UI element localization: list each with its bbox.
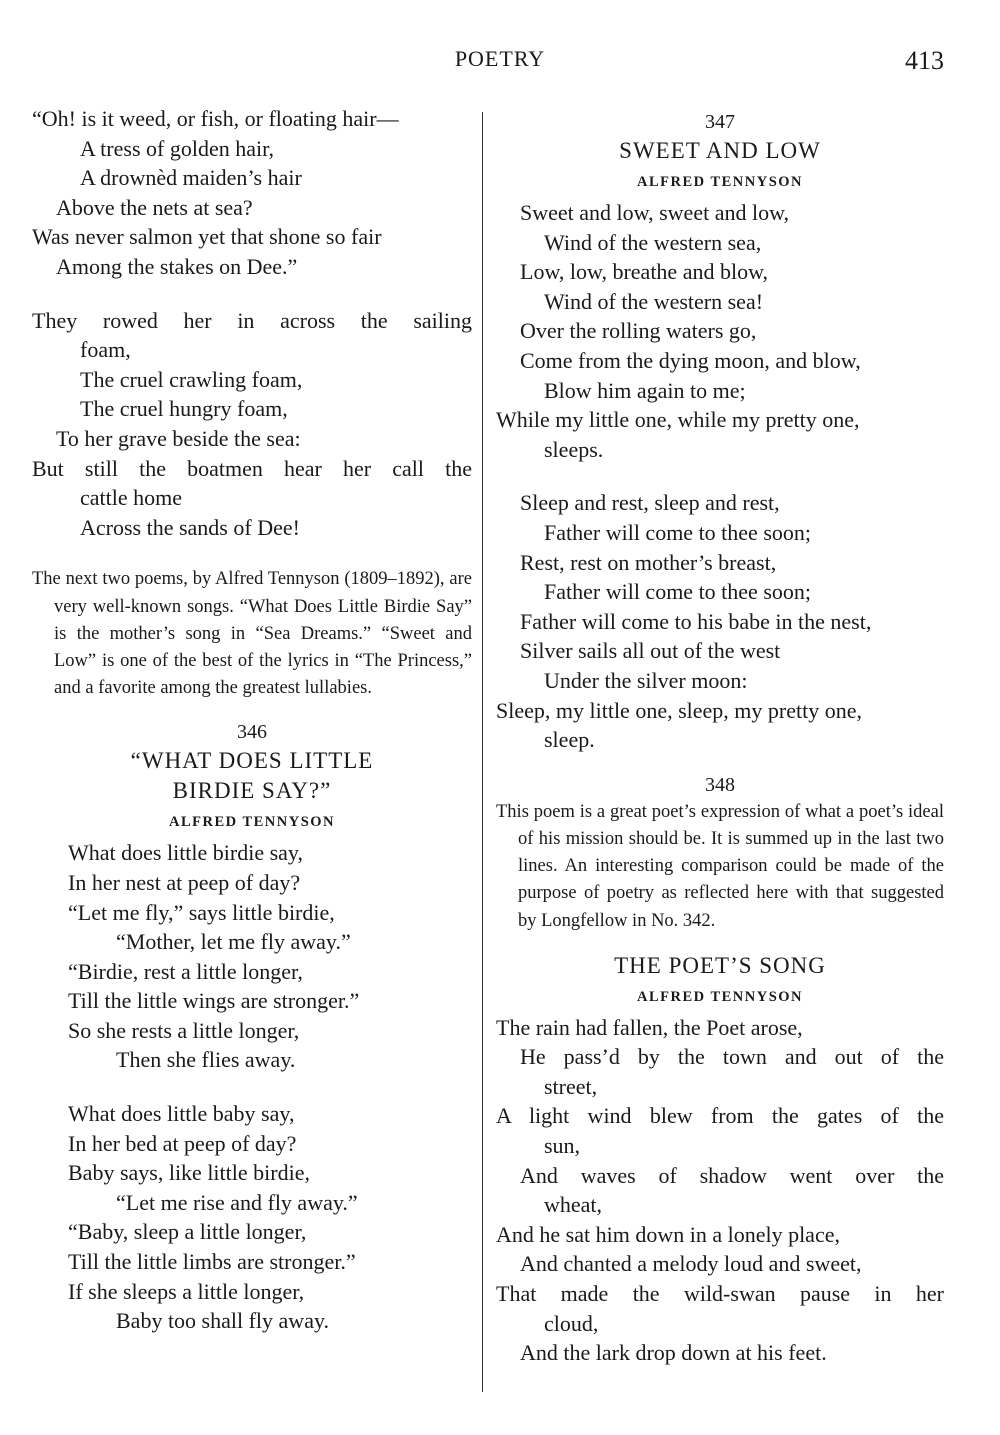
editorial-note: The next two poems, by Alfred Tennyson (1809–1892), are very well-known songs. “What Does Little Birdie Say” is the mother’s song in “Sea Dreams.” “Sweet and Low” is one of the best of the lyrics in “The Princess,” and a favorite among the greatest lullabies. xyxy=(32,569,472,699)
poem-347 xyxy=(496,108,944,755)
running-head: POETRY xyxy=(454,46,546,71)
verse-line: Wind of the western sea! xyxy=(544,288,764,314)
poem-number: 347 xyxy=(705,111,735,133)
verse-line: A tress of golden hair, xyxy=(80,135,275,161)
verse-line: Was never salmon yet that shone so fair xyxy=(32,224,382,250)
verse-line: foam, xyxy=(80,337,131,363)
verse-line: The rain had fallen, the Poet arose, xyxy=(496,1014,803,1040)
verse-line: Over the rolling waters go, xyxy=(520,318,757,344)
verse-line: Blow him again to me; xyxy=(544,377,746,403)
poem-author: ALFRED TENNYSON xyxy=(636,174,804,190)
verse-line: Baby says, like little birdie, xyxy=(68,1160,310,1186)
verse-line: sleep. xyxy=(544,727,595,753)
stanza xyxy=(496,488,944,754)
verse-line: Across the sands of Dee! xyxy=(80,514,300,540)
verse-line: A light wind blew from the gates of the xyxy=(496,1103,944,1129)
poem-author: ALFRED TENNYSON xyxy=(168,814,336,831)
verse-line: But still the boatmen hear her call the xyxy=(32,455,472,481)
verse-line: In her nest at peep of day? xyxy=(68,869,301,895)
poem-title: SWEET AND LOW xyxy=(619,138,821,163)
verse-line: “Let me rise and fly away.” xyxy=(116,1189,358,1215)
verse-line: The cruel hungry foam, xyxy=(80,396,288,422)
stanza xyxy=(32,1099,472,1336)
poem-author: ALFRED TENNYSON xyxy=(636,988,804,1005)
editorial-note: This poem is a great poet’s expression of what a poet’s ideal of his mission should be. It is summed up in the last two lines. An interesting comparison could be made of the purpose of poetry as reflected here with that suggested by Longfellow in No. 342. xyxy=(496,801,944,931)
verse-line: sun, xyxy=(544,1133,581,1159)
right-column xyxy=(496,108,944,1368)
stanza xyxy=(32,838,472,1075)
verse-line: “Let me fly,” says little birdie, xyxy=(68,899,335,925)
verse-line: The cruel crawling foam, xyxy=(80,366,303,392)
verse-line: That made the wild-swan pause in her xyxy=(496,1281,944,1307)
verse-line: In her bed at peep of day? xyxy=(68,1130,297,1156)
verse-line: To her grave beside the sea: xyxy=(56,425,301,451)
page-number: 413 xyxy=(905,46,944,75)
verse-line: Father will come to thee soon; xyxy=(544,579,811,605)
stanza xyxy=(32,306,472,543)
verse-line: Till the little wings are stronger.” xyxy=(68,988,360,1014)
verse-line: While my little one, while my pretty one, xyxy=(496,407,860,433)
verse-line: They rowed her in across the sailing xyxy=(32,307,472,333)
verse-line: wheat, xyxy=(544,1192,603,1218)
verse-line: Sleep, my little one, sleep, my pretty one, xyxy=(496,697,862,723)
verse-line: Till the little limbs are stronger.” xyxy=(68,1249,356,1275)
verse-line: Then she flies away. xyxy=(116,1047,296,1073)
verse-line: And he sat him down in a lonely place, xyxy=(496,1221,840,1247)
poem-number: 346 xyxy=(237,721,267,744)
poem-title: “WHAT DOES LITTLE xyxy=(130,748,374,774)
verse-line: Baby too shall fly away. xyxy=(116,1308,330,1334)
stanza xyxy=(496,198,944,464)
verse-line: cloud, xyxy=(544,1310,599,1336)
verse-line: Sleep and rest, sleep and rest, xyxy=(520,490,780,516)
stanza xyxy=(32,104,472,282)
verse-line: “Mother, let me fly away.” xyxy=(116,929,351,955)
poem-346 xyxy=(32,718,472,1336)
verse-line: He pass’d by the town and out of the xyxy=(520,1044,944,1070)
poem-348 xyxy=(496,771,944,1368)
verse-line: Low, low, breathe and blow, xyxy=(520,259,769,285)
verse-line: Silver sails all out of the west xyxy=(520,638,781,664)
verse-line: Come from the dying moon, and blow, xyxy=(520,347,861,373)
poem-title-continued: BIRDIE SAY?” xyxy=(172,778,332,804)
verse-line: Rest, rest on mother’s breast, xyxy=(520,549,777,575)
verse-line: If she sleeps a little longer, xyxy=(68,1278,305,1304)
left-column xyxy=(32,104,472,1336)
verse-line: And the lark drop down at his feet. xyxy=(520,1340,827,1366)
poem-title: THE POET’S SONG xyxy=(614,952,826,978)
column-divider xyxy=(482,112,483,1392)
verse-line: Under the silver moon: xyxy=(544,667,748,693)
verse-line: What does little baby say, xyxy=(68,1101,295,1127)
poem-number: 348 xyxy=(705,773,735,796)
verse-line: What does little birdie say, xyxy=(68,840,304,866)
verse-line: A drownèd maiden’s hair xyxy=(80,165,302,191)
verse-line: Wind of the western sea, xyxy=(544,229,762,255)
stanza xyxy=(496,1013,944,1368)
verse-line: Among the stakes on Dee.” xyxy=(56,253,298,279)
verse-line: And waves of shadow went over the xyxy=(520,1162,944,1188)
verse-line: “Baby, sleep a little longer, xyxy=(68,1219,307,1245)
verse-line: street, xyxy=(544,1073,598,1099)
verse-line: sleeps. xyxy=(544,436,604,462)
verse-line: “Birdie, rest a little longer, xyxy=(68,958,303,984)
verse-line: So she rests a little longer, xyxy=(68,1017,300,1043)
verse-line: “Oh! is it weed, or fish, or floating hair— xyxy=(32,106,399,131)
verse-line: Father will come to thee soon; xyxy=(544,519,811,545)
verse-line: Father will come to his babe in the nest, xyxy=(520,608,872,634)
verse-line: And chanted a melody loud and sweet, xyxy=(520,1251,862,1277)
verse-line: cattle home xyxy=(80,485,183,511)
verse-line: Sweet and low, sweet and low, xyxy=(520,200,790,225)
verse-line: Above the nets at sea? xyxy=(56,194,253,220)
